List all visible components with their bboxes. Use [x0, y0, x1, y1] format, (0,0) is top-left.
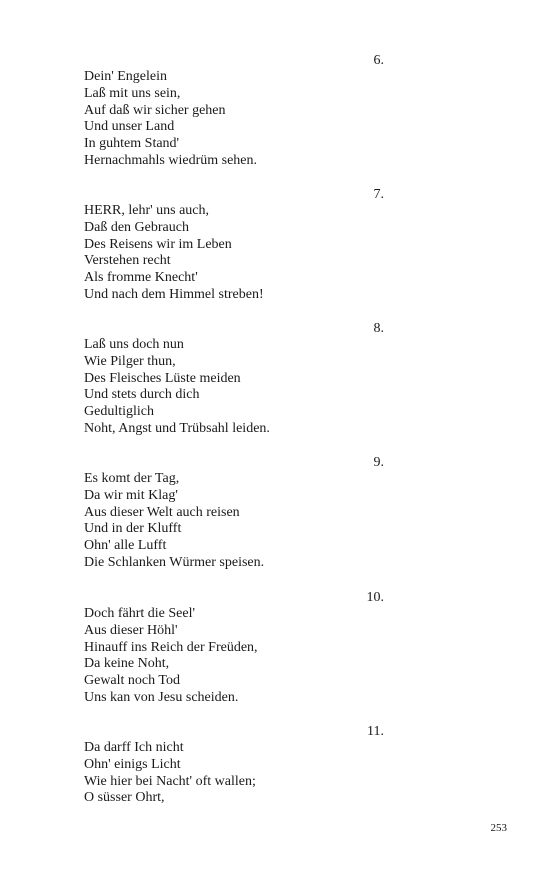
verse-line: Da keine Noht,	[84, 656, 170, 672]
page-number: 253	[490, 822, 507, 834]
verse-line: Und stets durch dich	[84, 387, 200, 403]
verse-line: Ohn' alle Lufft	[84, 538, 167, 554]
verse-line: Und in der Klufft	[84, 521, 182, 537]
stanza-lines	[84, 471, 264, 572]
verse-line: Noht, Angst und Trübsahl leiden.	[84, 420, 270, 436]
verse-line: Wie hier bei Nacht' oft wallen;	[84, 773, 256, 789]
verse-line: Gewalt noch Tod	[84, 673, 180, 689]
verse-line: Da darff Ich nicht	[84, 740, 184, 755]
verse-line: Auf daß wir sicher gehen	[84, 102, 226, 118]
verse-line: Die Schlanken Würmer speisen.	[84, 554, 265, 570]
stanza-number: 7.	[373, 187, 384, 202]
verse-line: Des Fleisches Lüste meiden	[84, 370, 241, 386]
stanza-number: 9.	[373, 455, 384, 470]
verse-line: Wie Pilger thun,	[84, 353, 176, 369]
stanza-lines	[84, 203, 264, 304]
verse-line: Und unser Land	[84, 119, 175, 135]
verse-line: Als fromme Knecht'	[84, 270, 198, 286]
verse-line: Des Reisens wir im Leben	[84, 236, 232, 252]
verse-line: Verstehen recht	[84, 253, 171, 269]
verse-line: Hinauff ins Reich der Freüden,	[84, 639, 258, 655]
stanza-number: 10.	[366, 590, 384, 605]
verse-line: Ohn' einigs Licht	[84, 756, 181, 772]
verse-line: Aus dieser Welt auch reisen	[84, 504, 240, 520]
stanza-lines	[84, 337, 270, 438]
verse-line: Dein' Engelein	[84, 69, 167, 84]
verse-line: Aus dieser Höhl'	[84, 622, 178, 638]
verse-line: Doch fährt die Seel'	[84, 606, 195, 621]
verse-line: Laß uns doch nun	[84, 337, 184, 352]
verse-line: Und nach dem Himmel streben!	[84, 286, 264, 302]
verse-line: Gedultiglich	[84, 404, 154, 420]
stanza-lines	[84, 606, 258, 707]
verse-line: Es komt der Tag,	[84, 471, 180, 486]
verse-line: HERR, lehr' uns auch,	[84, 203, 210, 218]
verse-line: In guhtem Stand'	[84, 136, 180, 152]
stanza-lines	[84, 740, 256, 807]
stanza-number: 6.	[373, 53, 384, 68]
stanza-number: 8.	[373, 321, 384, 336]
verse-line: Daß den Gebrauch	[84, 219, 189, 235]
verse-line: Hernachmahls wiedrüm sehen.	[84, 152, 257, 168]
stanza-lines	[84, 69, 257, 170]
verse-line: O süsser Ohrt,	[84, 790, 165, 806]
verse-line: Da wir mit Klag'	[84, 487, 178, 503]
stanza-number: 11.	[367, 724, 384, 739]
verse-line: Laß mit uns sein,	[84, 85, 181, 101]
verse-line: Uns kan von Jesu scheiden.	[84, 689, 239, 705]
